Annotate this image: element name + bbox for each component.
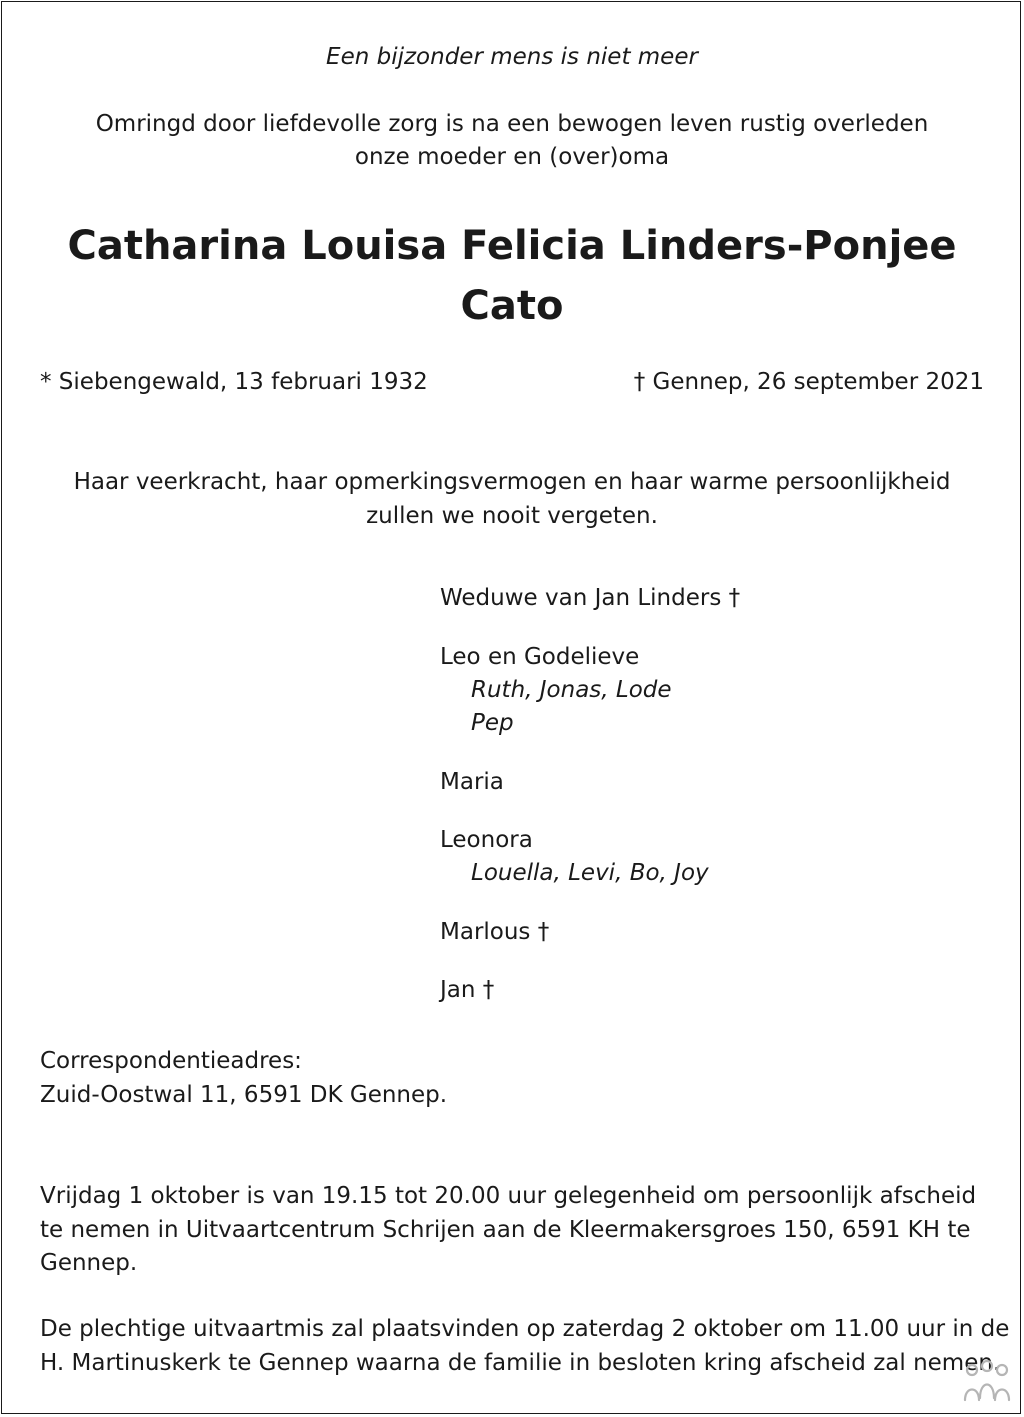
people-group-icon — [962, 1360, 1012, 1404]
correspondence-address: Zuid-Oostwal 11, 6591 DK Gennep. — [40, 1082, 448, 1108]
tribute-line-1: Haar veerkracht, haar opmerkingsvermogen en haar warme persoonlijkheid — [73, 469, 951, 495]
deceased-nickname: Cato — [460, 283, 564, 329]
correspondence-label: Correspondentieadres: — [40, 1048, 302, 1074]
intro-line-1: Omringd door liefdevolle zorg is na een bewogen leven rustig overleden — [95, 111, 929, 137]
funeral-line-2: H. Martinuskerk te Gennep waarna de familie in besloten kring afscheid zal nemen. — [40, 1350, 1001, 1376]
birth-info: * Siebengewald, 13 februari 1932 — [40, 369, 428, 395]
funeral-line-1: De plechtige uitvaartmis zal plaatsvinden op zaterdag 2 oktober om 11.00 uur in de — [40, 1316, 1010, 1342]
intro-line-2: onze moeder en (over)oma — [354, 144, 670, 170]
family-leo-greatgrandchild: Pep — [471, 710, 514, 736]
motto: Een bijzonder mens is niet meer — [326, 44, 698, 70]
family-leonora-grandchildren: Louella, Levi, Bo, Joy — [471, 860, 709, 886]
visitation-line-1: Vrijdag 1 oktober is van 19.15 tot 20.00 uur gelegenheid om persoonlijk afscheid — [40, 1183, 977, 1209]
family-maria: Maria — [440, 769, 504, 795]
family-leo-grandchildren: Ruth, Jonas, Lode — [471, 677, 672, 703]
family-jan: Jan † — [440, 977, 495, 1003]
visitation-line-3: Gennep. — [40, 1250, 138, 1276]
family-leo: Leo en Godelieve — [440, 644, 640, 670]
family-widow: Weduwe van Jan Linders † — [440, 585, 741, 611]
visitation-line-2: te nemen in Uitvaartcentrum Schrijen aan de Kleermakersgroes 150, 6591 KH te — [40, 1217, 971, 1243]
deceased-full-name: Catharina Louisa Felicia Linders-Ponjee — [67, 223, 957, 269]
tribute-line-2: zullen we nooit vergeten. — [366, 503, 658, 529]
family-marlous: Marlous † — [440, 919, 550, 945]
death-info: † Gennep, 26 september 2021 — [633, 369, 984, 395]
family-leonora: Leonora — [440, 827, 533, 853]
